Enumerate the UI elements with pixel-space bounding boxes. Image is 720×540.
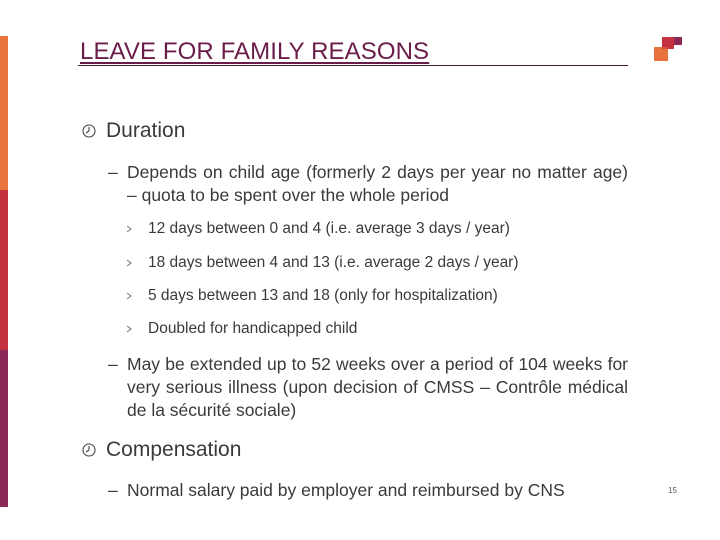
duration-point-1 — [108, 161, 628, 207]
point-text: May be extended up to 52 weeks over a period of 104 weeks for very serious illness (upon decision of CMSS – Contrôle médical de la sécurité sociale) — [127, 354, 628, 420]
duration-point-2 — [108, 353, 628, 422]
section-compensation — [82, 438, 241, 462]
section-heading: Compensation — [106, 438, 242, 461]
side-accent-purple — [0, 350, 8, 507]
chevron-right-icon — [126, 259, 132, 267]
title-area — [78, 34, 628, 66]
section-heading: Duration — [106, 119, 186, 142]
subpoint-3 — [126, 287, 498, 305]
compensation-point-1 — [108, 479, 628, 502]
subpoint-4 — [126, 320, 357, 338]
side-accent-orange — [0, 36, 8, 190]
clock-icon — [82, 124, 96, 138]
point-text: Normal salary paid by employer and reimbursed by CNS — [127, 480, 565, 500]
subpoint-text: Doubled for handicapped child — [148, 320, 358, 337]
subpoint-1 — [126, 220, 510, 238]
subpoint-2 — [126, 254, 519, 272]
chevron-right-icon — [126, 292, 132, 300]
subpoint-text: 18 days between 4 and 13 (i.e. average 2 days / year) — [148, 254, 519, 271]
chevron-right-icon — [126, 325, 132, 333]
subpoint-text: 12 days between 0 and 4 (i.e. average 3 days / year) — [148, 220, 510, 237]
subpoint-text: 5 days between 13 and 18 (only for hospitalization) — [148, 287, 498, 304]
dash-marker: – — [108, 162, 118, 182]
section-duration — [82, 119, 185, 143]
dash-marker: – — [108, 354, 118, 374]
side-accent-red — [0, 190, 8, 350]
clock-icon — [82, 443, 96, 457]
point-text: Depends on child age (formerly 2 days per year no matter age) – quota to be spent over the whole period — [127, 162, 628, 205]
dash-marker: – — [108, 480, 118, 500]
chevron-right-icon — [126, 225, 132, 233]
slide-title: LEAVE FOR FAMILY REASONS — [80, 38, 430, 65]
page-number: 15 — [668, 486, 677, 495]
logo-icon — [654, 37, 682, 65]
